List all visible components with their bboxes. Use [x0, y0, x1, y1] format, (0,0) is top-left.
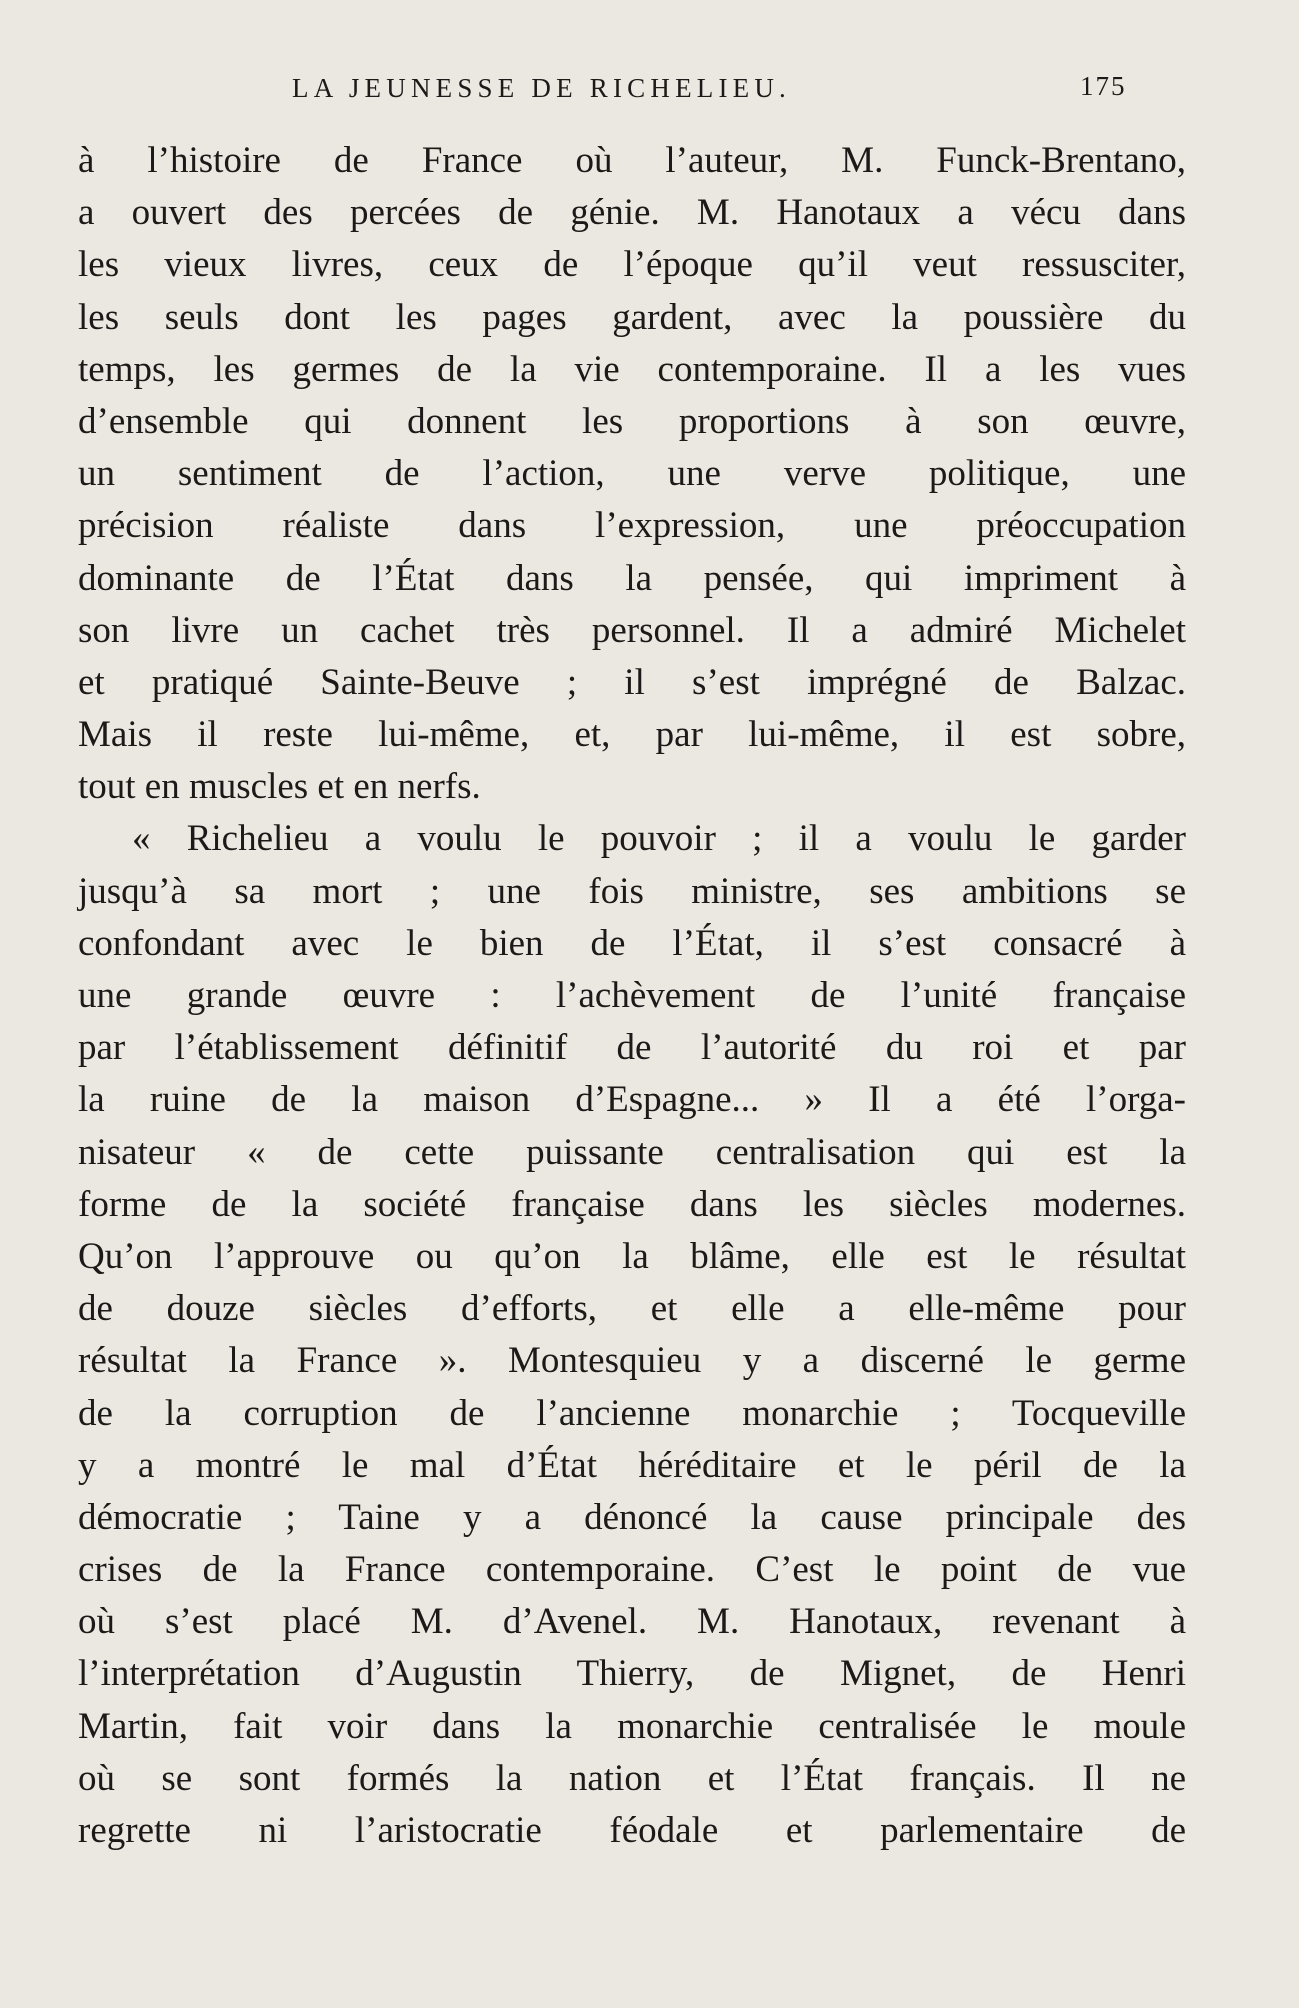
text-line: y a montré le mal d’État héréditaire et le péril de la	[78, 1444, 1186, 1486]
text-line: Martin, fait voir dans la monarchie centralisée le moule	[78, 1705, 1186, 1747]
text-line: d’ensemble qui donnent les proportions à son œuvre,	[78, 400, 1186, 442]
text-line: démocratie ; Taine y a dénoncé la cause principale des	[78, 1496, 1186, 1538]
text-line: nisateur « de cette puissante centralisation qui est la	[78, 1131, 1186, 1173]
text-line: jusqu’à sa mort ; une fois ministre, ses ambitions se	[78, 870, 1186, 912]
text-line: temps, les germes de la vie contemporaine. Il a les vues	[78, 348, 1186, 390]
text-line: a ouvert des percées de génie. M. Hanotaux a vécu dans	[78, 192, 1186, 234]
paragraph-end-line: tout en muscles et en nerfs.	[78, 766, 481, 808]
text-line: résultat la France ». Montesquieu y a discerné le germe	[78, 1340, 1186, 1382]
text-line: la ruine de la maison d’Espagne... » Il a été l’orga-	[78, 1079, 1186, 1121]
text-line: une grande œuvre : l’achèvement de l’unité française	[78, 975, 1186, 1016]
text-line: les vieux livres, ceux de l’époque qu’il veut ressusciter,	[78, 244, 1186, 286]
text-line: et pratiqué Sainte-Beuve ; il s’est imprégné de Balzac.	[78, 661, 1186, 703]
text-line: les seuls dont les pages gardent, avec la poussière du	[78, 296, 1186, 338]
text-line: forme de la société française dans les siècles modernes.	[78, 1183, 1186, 1225]
text-line: un sentiment de l’action, une verve politique, une	[78, 453, 1186, 495]
page-number: 175	[1080, 71, 1127, 101]
text-line: à l’histoire de France où l’auteur, M. Funck-Brentano,	[78, 140, 1186, 181]
text-line: dominante de l’État dans la pensée, qui impriment à	[78, 557, 1186, 599]
text-line: de la corruption de l’ancienne monarchie ; Tocqueville	[78, 1392, 1186, 1434]
text-line: l’interprétation d’Augustin Thierry, de Mignet, de Henri	[78, 1653, 1186, 1695]
text-line: précision réaliste dans l’expression, une préoccupation	[78, 505, 1186, 547]
text-line: confondant avec le bien de l’État, il s’est consacré à	[78, 922, 1186, 964]
paragraph-start-line: « Richelieu a voulu le pouvoir ; il a voulu le garder	[132, 818, 1186, 860]
running-head	[0, 68, 1299, 108]
text-line: par l’établissement définitif de l’autorité du roi et par	[78, 1027, 1186, 1069]
body-text	[78, 135, 1186, 1857]
text-line: Mais il reste lui-même, et, par lui-même, il est sobre,	[78, 714, 1186, 756]
text-line: où se sont formés la nation et l’État français. Il ne	[78, 1757, 1186, 1799]
text-line: de douze siècles d’efforts, et elle a elle-même pour	[78, 1288, 1186, 1330]
running-title: LA JEUNESSE DE RICHELIEU.	[292, 73, 791, 103]
text-line: Qu’on l’approuve ou qu’on la blâme, elle est le résultat	[78, 1235, 1186, 1277]
text-line: regrette ni l’aristocratie féodale et parlementaire de	[78, 1810, 1186, 1851]
text-line: son livre un cachet très personnel. Il a admiré Michelet	[78, 609, 1186, 651]
text-line: crises de la France contemporaine. C’est le point de vue	[78, 1549, 1186, 1591]
text-line: où s’est placé M. d’Avenel. M. Hanotaux, revenant à	[78, 1601, 1186, 1643]
